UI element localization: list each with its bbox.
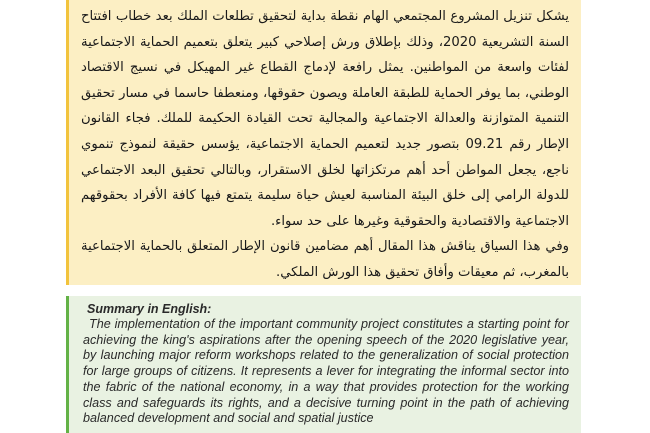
english-summary-box xyxy=(66,296,581,433)
arabic-abstract-box xyxy=(66,0,581,285)
english-summary-body: The implementation of the important community project constitutes a starting point for achieving the king's aspirations after the opening speech of the 2020 legislative year, by launching major reform workshops related to the generalization of social protection for large groups of citizens. It represents a lever for integrating the informal sector into the fabric of the national economy, in a way that provides protection for the working class and safeguards its rights, and a decisive turning point in the path of achieving balanced development and social and spatial justice xyxy=(83,317,569,426)
arabic-paragraph-1: يشكل تنزيل المشروع المجتمعي الهام نقطة بداية لتحقيق تطلعات الملك بعد خطاب افتتاح السنة التشريعية 2020، وذلك بإطلاق ورش إصلاحي كبير يتعلق بتعميم الحماية الاجتماعية لفئات واسعة من المواطنين. يمثل رافعة لإدماج القطاع غير المهيكل في نسيج الاقتصاد الوطني، بما يوفر الحماية للطبقة العاملة ويصون حقوقها، ومنعطفا حاسما في مسار تحقيق التنمية المتوازنة والعدالة الاجتماعية والمجالية تحت القيادة الحكيمة للملك. فجاء القانون الإطار رقم 09.21 بتصور جديد لتعميم الحماية الاجتماعية، يؤسس حقيقة لنموذج تنموي ناجع، يجعل المواطن أحد أهم مرتكزاتها لخلق الاستقرار، وبالتالي تحقيق البعد الاجتماعي للدولة الرامي إلى خلق البيئة المناسبة لعيش حياة سليمة يتمتع فيها كافة الأفراد بحقوقهم الاجتماعية والاقتصادية والحقوقية وغيرها على حد سواء. xyxy=(81,9,570,229)
arabic-abstract-text xyxy=(81,4,569,286)
arabic-paragraph-2: وفي هذا السياق يناقش هذا المقال أهم مضامين قانون الإطار المتعلق بالحماية الاجتماعية بالمغرب، ثم معيقات وأفاق تحقيق هذا الورش الملكي. xyxy=(81,239,569,280)
english-summary-heading: Summary in English: xyxy=(87,302,212,316)
